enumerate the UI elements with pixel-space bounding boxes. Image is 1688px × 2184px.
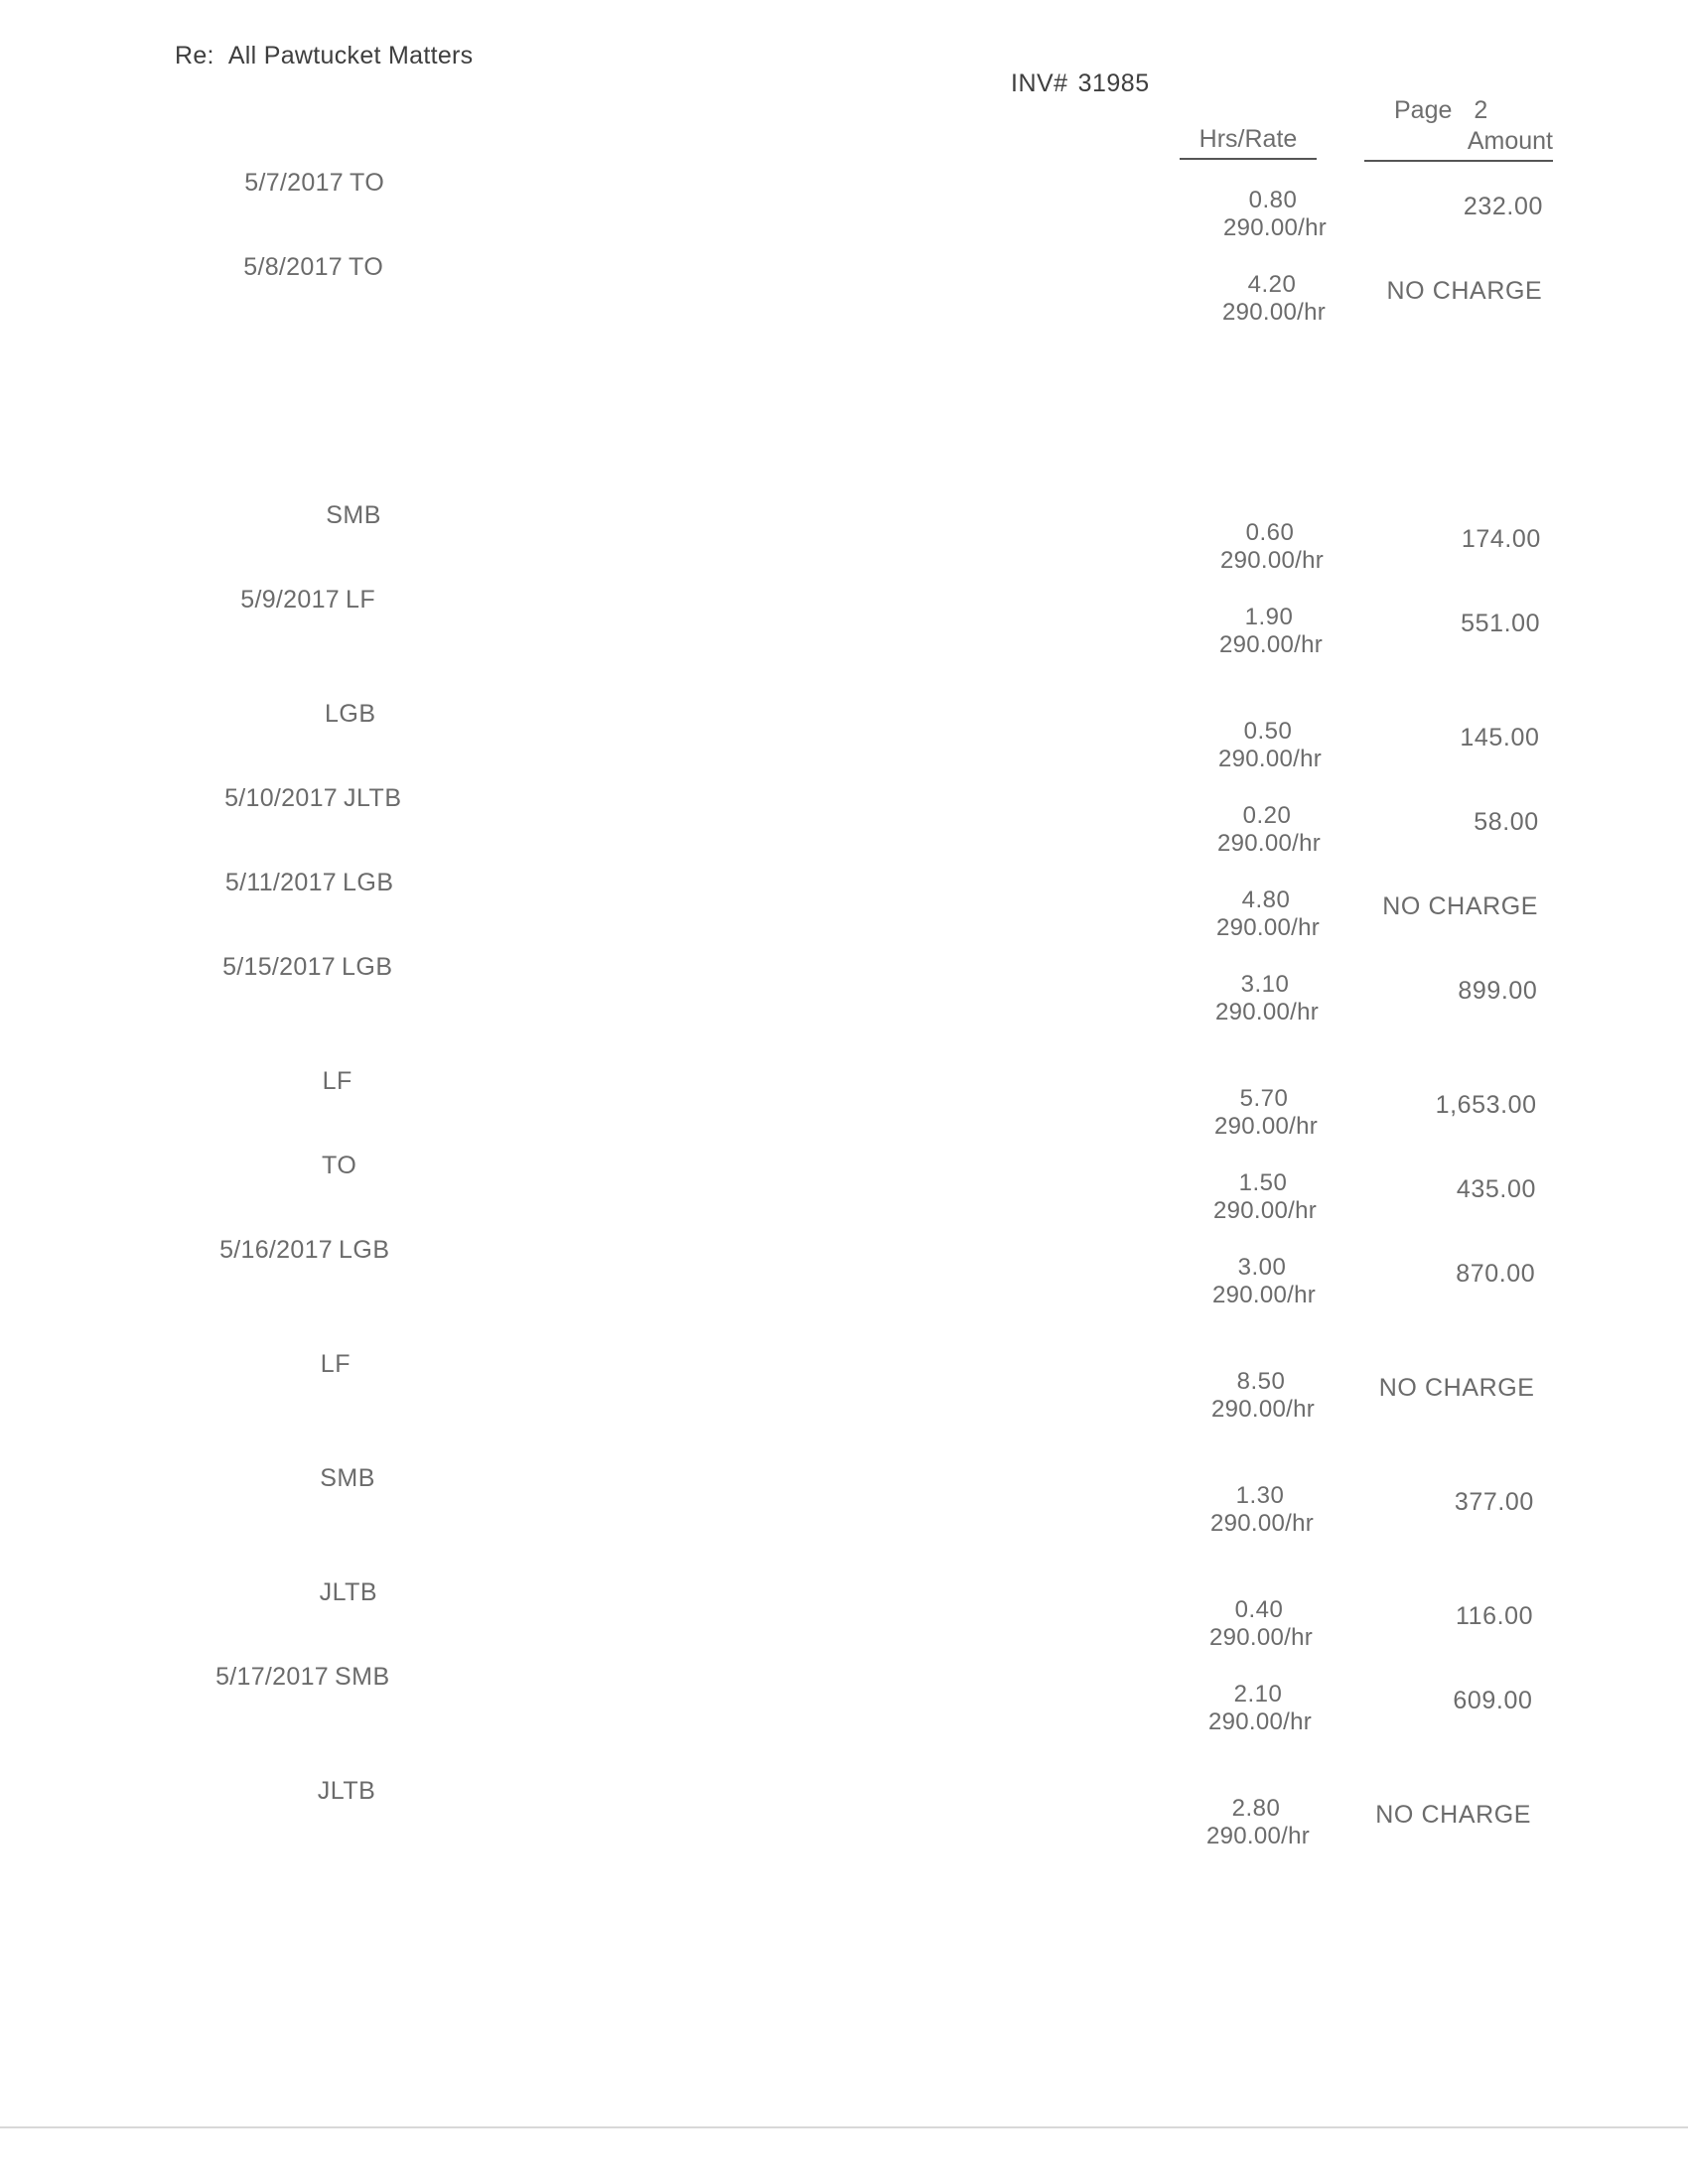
entry-date: 5/17/2017: [215, 1663, 329, 1691]
entry-hours: 2.10: [1233, 1681, 1283, 1707]
amount-column-header: Amount: [1364, 127, 1553, 162]
time-entry-row: [0, 1578, 1688, 1658]
entry-initials: TO: [322, 1152, 357, 1179]
time-entry-row: [0, 953, 1688, 1032]
entry-hours: 2.80: [1231, 1795, 1281, 1822]
entry-initials: SMB: [326, 501, 381, 529]
entry-date: 5/7/2017: [244, 169, 344, 197]
time-entry-row: [0, 169, 1688, 248]
time-entry-row: [0, 784, 1688, 864]
time-entry-row: [0, 1350, 1688, 1430]
entry-amount: 145.00: [1460, 724, 1540, 751]
entry-rate: 290.00/hr: [1208, 1624, 1314, 1651]
entry-amount: 870.00: [1456, 1260, 1536, 1288]
time-entry-row: [0, 1777, 1688, 1856]
entry-initials: JLTB: [317, 1777, 376, 1805]
entry-hours: 3.00: [1237, 1254, 1287, 1281]
entry-rate: 290.00/hr: [1209, 1510, 1315, 1537]
entry-amount: 174.00: [1461, 525, 1541, 553]
entry-date: 5/11/2017: [224, 869, 337, 896]
entry-rate: 290.00/hr: [1216, 830, 1322, 857]
entry-date: 5/15/2017: [222, 953, 336, 981]
entry-amount: 232.00: [1463, 193, 1543, 220]
time-entry-row: [0, 1152, 1688, 1231]
entry-hours: 0.40: [1234, 1596, 1284, 1623]
entry-rate: 290.00/hr: [1211, 1282, 1317, 1308]
entry-initials: LF: [346, 586, 376, 614]
entry-amount: 116.00: [1455, 1602, 1534, 1630]
entry-hours: 8.50: [1236, 1368, 1286, 1395]
entry-amount: 899.00: [1458, 977, 1538, 1005]
entry-initials: LGB: [339, 1236, 390, 1264]
entry-amount: 1,653.00: [1435, 1091, 1537, 1119]
entry-date: 5/8/2017: [243, 253, 343, 281]
entry-initials: SMB: [335, 1663, 390, 1691]
entry-hours: 1.90: [1244, 604, 1294, 630]
entry-amount: 551.00: [1461, 610, 1541, 637]
entry-rate: 290.00/hr: [1213, 1113, 1319, 1140]
entry-rate: 290.00/hr: [1217, 746, 1323, 772]
entry-initials: LGB: [343, 869, 394, 896]
entry-rate: 290.00/hr: [1222, 214, 1328, 241]
invoice-number: 31985: [1077, 69, 1150, 97]
entry-initials: LGB: [325, 700, 376, 728]
entry-rate: 290.00/hr: [1210, 1396, 1316, 1423]
entry-amount: NO CHARGE: [1386, 277, 1543, 305]
entry-rate: 290.00/hr: [1218, 631, 1324, 658]
page-number: 2: [1474, 96, 1488, 124]
entry-hours: 1.50: [1238, 1169, 1288, 1196]
entry-amount: NO CHARGE: [1382, 892, 1539, 920]
entry-hours: 0.20: [1242, 802, 1292, 829]
invoice-number-line: [1011, 69, 1150, 98]
entry-rate: 290.00/hr: [1215, 914, 1321, 941]
entry-initials: LGB: [342, 953, 393, 981]
entry-amount: 58.00: [1474, 808, 1539, 836]
entry-amount: 609.00: [1453, 1687, 1533, 1714]
entry-initials: SMB: [320, 1464, 375, 1492]
entry-initials: TO: [349, 253, 384, 281]
entry-rate: 290.00/hr: [1221, 299, 1327, 326]
entry-amount: NO CHARGE: [1375, 1801, 1532, 1829]
entry-initials: JLTB: [319, 1578, 378, 1606]
hrs-rate-column-header: Hrs/Rate: [1180, 125, 1317, 160]
entry-initials: LF: [322, 1067, 352, 1095]
time-entry-row: [0, 700, 1688, 779]
entry-hours: 4.80: [1241, 887, 1291, 913]
time-entry-row: [0, 253, 1688, 333]
entry-rate: 290.00/hr: [1219, 547, 1325, 574]
entry-date: 5/9/2017: [240, 586, 340, 614]
page-indicator: [1394, 96, 1487, 125]
entry-hours: 3.10: [1240, 971, 1290, 998]
time-entry-row: [0, 869, 1688, 948]
re-label: Re:: [175, 42, 214, 69]
page-bottom-divider: [0, 2126, 1688, 2128]
matter-name: All Pawtucket Matters: [227, 42, 474, 69]
entry-date: 5/10/2017: [224, 784, 338, 812]
entry-rate: 290.00/hr: [1207, 1708, 1313, 1735]
entry-hours: 5.70: [1239, 1085, 1289, 1112]
entry-hours: 1.30: [1235, 1482, 1285, 1509]
entry-hours: 0.60: [1245, 519, 1295, 546]
entry-amount: 435.00: [1456, 1175, 1536, 1203]
page-label: Page: [1394, 96, 1453, 124]
entry-initials: TO: [350, 169, 385, 197]
time-entry-row: [0, 1464, 1688, 1544]
time-entry-row: [0, 1236, 1688, 1315]
entry-hours: 4.20: [1247, 271, 1297, 298]
time-entry-row: [0, 586, 1688, 665]
entry-date: 5/16/2017: [219, 1236, 333, 1264]
invoice-label: INV#: [1011, 69, 1068, 97]
entry-amount: 377.00: [1454, 1488, 1534, 1516]
time-entry-row: [0, 1663, 1688, 1742]
entry-initials: LF: [320, 1350, 351, 1378]
entry-rate: 290.00/hr: [1212, 1197, 1318, 1224]
entry-hours: 0.50: [1243, 718, 1293, 745]
entry-rate: 290.00/hr: [1205, 1823, 1311, 1849]
time-entry-row: [0, 1067, 1688, 1147]
entry-hours: 0.80: [1248, 187, 1298, 213]
entry-initials: JLTB: [344, 784, 402, 812]
time-entry-row: [0, 501, 1688, 581]
entry-amount: NO CHARGE: [1378, 1374, 1535, 1402]
matter-reference: [175, 42, 473, 70]
entry-rate: 290.00/hr: [1214, 999, 1320, 1025]
